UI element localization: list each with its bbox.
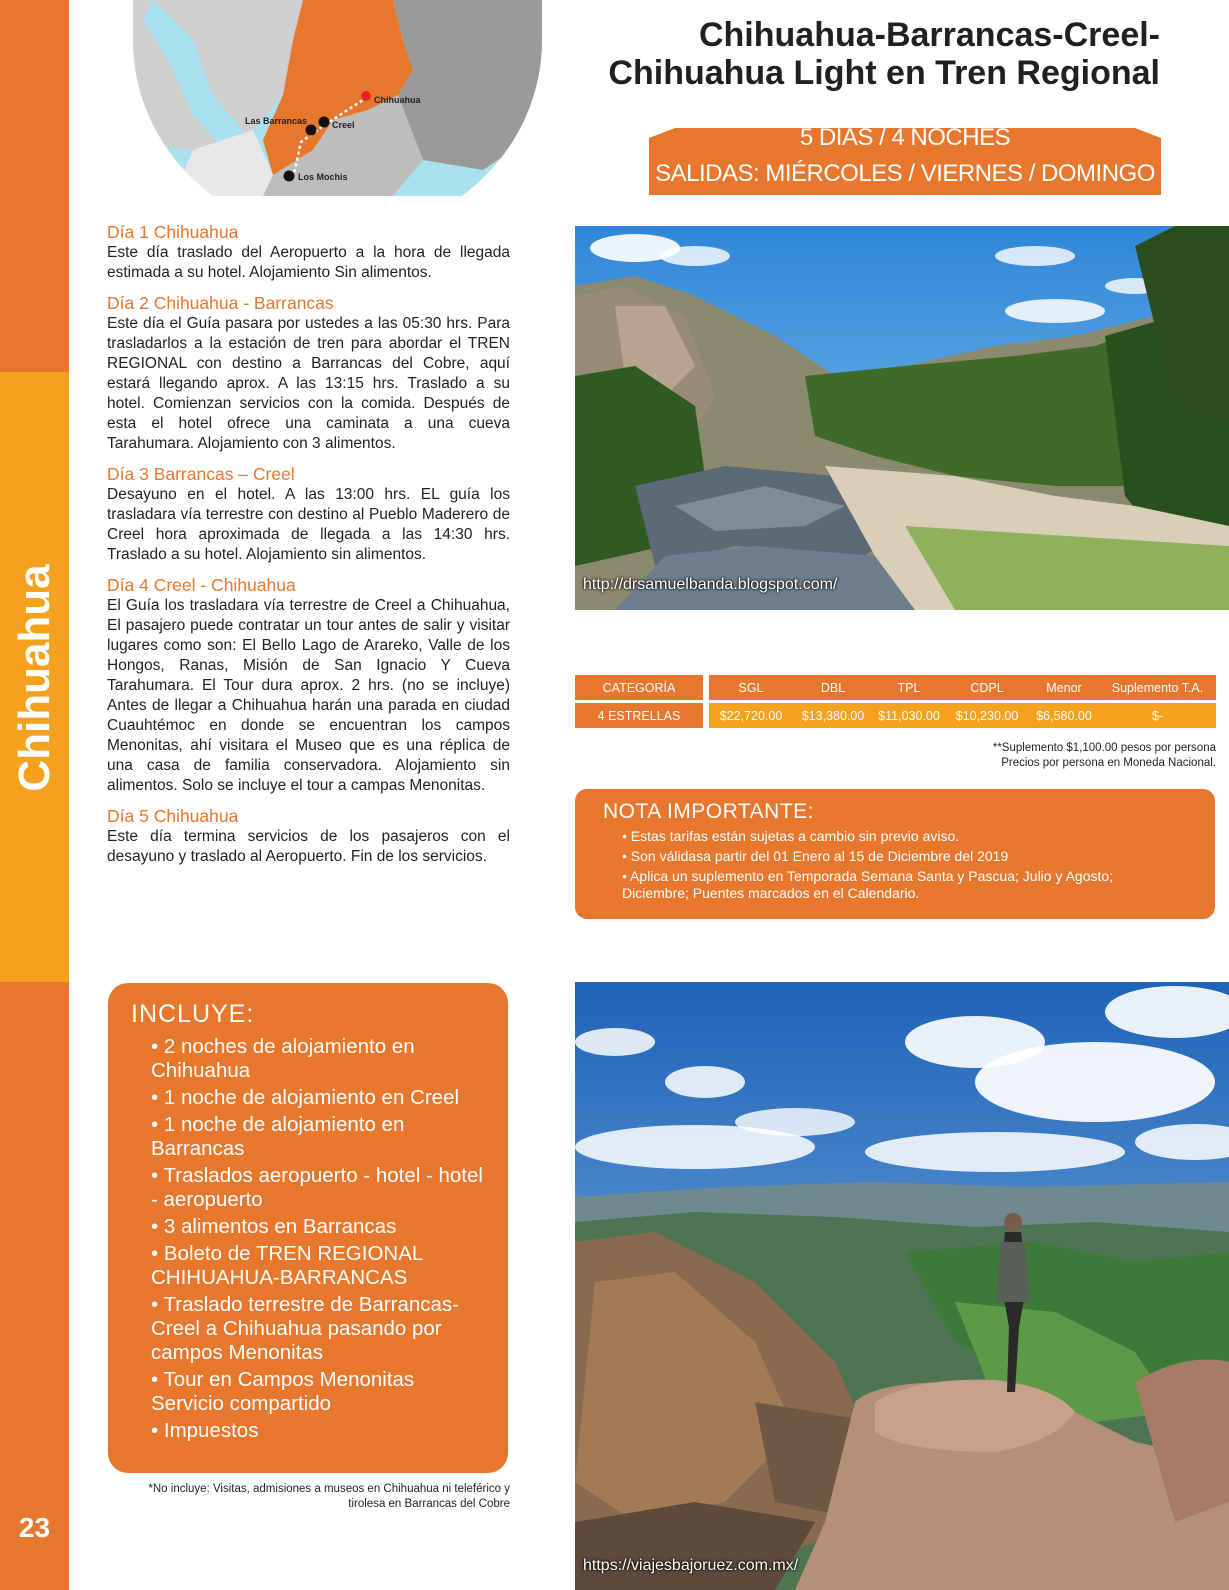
includes-title: INCLUYE:	[131, 1000, 255, 1028]
day-title: Día 2 Chihuahua - Barrancas	[107, 293, 334, 313]
not-included-note: *No incluye: Visitas, admisiones a museos en Chihuahua ni teleférico y tirolesa en Barrancas del Cobre	[148, 1483, 510, 1510]
rates-header-cell: Menor	[1046, 680, 1082, 695]
rates-category: 4 ESTRELLAS	[575, 703, 703, 728]
duration-text: 5 DÍAS / 4 NOCHES	[799, 124, 1011, 151]
photo-credit: http://drsamuelbanda.blogspot.com/	[583, 576, 838, 593]
sidebar-band-bottom	[0, 982, 69, 1590]
banner-text	[649, 120, 1161, 192]
rates-value-cell: $6,580.00	[1036, 708, 1092, 723]
departures-text: SALIDAS: MIÉRCOLES / VIERNES / DOMINGO	[655, 160, 1155, 187]
important-note-title: NOTA IMPORTANTE:	[603, 800, 815, 823]
includes-item: • Traslados aeropuerto - hotel - hotel - aeropuerto	[151, 1164, 483, 1211]
canyon-lookout-photo	[575, 982, 1229, 1590]
includes-item: • Traslado terrestre de Barrancas-Creel a Chihuahua pasando por campos Menonitas	[151, 1293, 459, 1364]
day-title: Día 3 Barrancas – Creel	[107, 464, 295, 484]
itinerary-day	[107, 464, 510, 565]
map-marker-los-mochis	[284, 171, 295, 182]
rates-header-category: CATEGORÍA	[575, 675, 703, 700]
title-line-1: Chihuahua-Barrancas-Creel-	[698, 16, 1160, 54]
day-title: Día 4 Creel - Chihuahua	[107, 575, 296, 595]
map-marker-creel	[319, 117, 330, 128]
rates-value-cell: $22,720.00	[719, 708, 783, 723]
page-number: 23	[18, 1512, 51, 1543]
rates-header-row	[575, 675, 1216, 700]
itinerary-day	[107, 293, 510, 454]
important-note-item: • Estas tarifas están sujetas a cambio sin previo aviso.	[622, 828, 960, 844]
rates-header-cell: TPL	[897, 680, 921, 695]
route-map	[133, 0, 542, 196]
map-marker-chihuahua	[361, 91, 371, 101]
map-label-chihuahua: Chihuahua	[374, 95, 421, 105]
includes-item: • 1 noche de alojamiento en Barrancas	[151, 1113, 405, 1160]
itinerary-day	[107, 575, 510, 796]
day-text: El Guía los trasladara vía terrestre de Creel a Chihuahua, El pasajero puede contratar un tour antes de salir y visitar lugares como son: El Bello Lago de Arareko, Valle de los Hongos, Ranas, Misión de San Ignacio Y Cueva Tarahumara. El Tour dura aprox. 2 hrs. (no se incluye) Antes de llegar a Chihuahua harán una parada en ciudad Cuauhtémoc en donde se encuentran los campos Menonitas, ahí visitara el Museo que es una réplica de una casa de familia conservadora. Alojamiento sin alimentos. Solo se incluye el tour a campas Menonitas.	[107, 597, 510, 794]
rates-header-cell: SGL	[738, 680, 764, 695]
rates-header-cell: DBL	[820, 680, 846, 695]
includes-item: • 3 alimentos en Barrancas	[151, 1215, 397, 1238]
map-label-los-mochis: Los Mochis	[298, 172, 348, 182]
includes-item: • Boleto de TREN REGIONAL CHIHUAHUA-BARRANCAS	[151, 1242, 423, 1289]
includes-item: • 1 noche de alojamiento en Creel	[151, 1086, 460, 1109]
day-text: Este día traslado del Aeropuerto a la hora de llegada estimada a su hotel. Alojamiento Sin alimentos.	[107, 244, 510, 281]
map-label-creel: Creel	[332, 120, 355, 130]
sidebar-band-top	[0, 0, 69, 372]
itinerary	[107, 222, 510, 877]
includes-item: • 2 noches de alojamiento en Chihuahua	[151, 1035, 415, 1082]
includes-item: • Impuestos	[151, 1419, 259, 1442]
includes-list	[151, 1035, 491, 1446]
map-label-las-barrancas: Las Barrancas	[245, 116, 308, 126]
rates-header-cell: CDPL	[970, 680, 1004, 695]
photo-credit: https://viajesbajoruez.com.mx/	[583, 1557, 799, 1574]
rates-value-row	[575, 703, 1216, 728]
map-marker-barrancas	[306, 125, 317, 136]
rates-note-line-2: Precios por persona en Moneda Nacional.	[1001, 757, 1216, 769]
sidebar-title: Chihuahua	[10, 564, 59, 792]
page-title	[570, 16, 1160, 92]
itinerary-day	[107, 222, 510, 283]
day-title: Día 1 Chihuahua	[107, 222, 239, 242]
rates-value-cell: $10,230.00	[955, 708, 1019, 723]
important-note-list	[622, 828, 1182, 905]
rates-note-line-1: **Suplemento $1,100.00 pesos por persona	[992, 742, 1216, 754]
day-text: Este día el Guía pasara por ustedes a las 05:30 hrs. Para trasladarlos a la estación de tren para abordar el TREN REGIONAL con destino a Barrancas del Cobre, aquí estará llegando aprox. A las 13:15 hrs. Traslado a su hotel. Comienzan servicios con la comida. Después de esta el hotel ofrece una caminata a una cueva Tarahumara. Alojamiento con 3 alimentos.	[107, 315, 510, 452]
important-note-item: • Son válidasa partir del 01 Enero al 15 de Diciembre del 2019	[622, 848, 1009, 864]
day-title: Día 5 Chihuahua	[107, 806, 239, 826]
canyon-river-photo	[575, 226, 1229, 610]
title-line-2: Chihuahua Light en Tren Regional	[608, 54, 1160, 92]
rates-value-cell: $13,380.00	[801, 708, 865, 723]
day-text: Desayuno en el hotel. A las 13:00 hrs. EL guía los trasladara vía terrestre con destino al Pueblo Maderero de Creel hora aproximada de llegada a las 14:30 hrs. Traslado a su hotel. Alojamiento sin alimentos.	[107, 486, 510, 563]
rates-value-cell: $-	[1151, 708, 1164, 723]
rates-value-cell: $11,030.00	[878, 708, 940, 723]
rates-table	[575, 675, 1216, 731]
includes-item: • Tour en Campos Menonitas Servicio compartido	[151, 1368, 415, 1415]
important-note-item: • Aplica un suplemento en Temporada Semana Santa y Pascua; Julio y Agosto; Diciembre; Puentes marcados en el Calendario.	[622, 868, 1114, 901]
day-text: Este día termina servicios de los pasajeros con el desayuno y traslado al Aeropuerto. Fin de los servicios.	[107, 828, 510, 865]
rates-note	[870, 741, 1216, 771]
itinerary-day	[107, 806, 510, 867]
rates-header-cell: Suplemento T.A.	[1111, 680, 1204, 695]
